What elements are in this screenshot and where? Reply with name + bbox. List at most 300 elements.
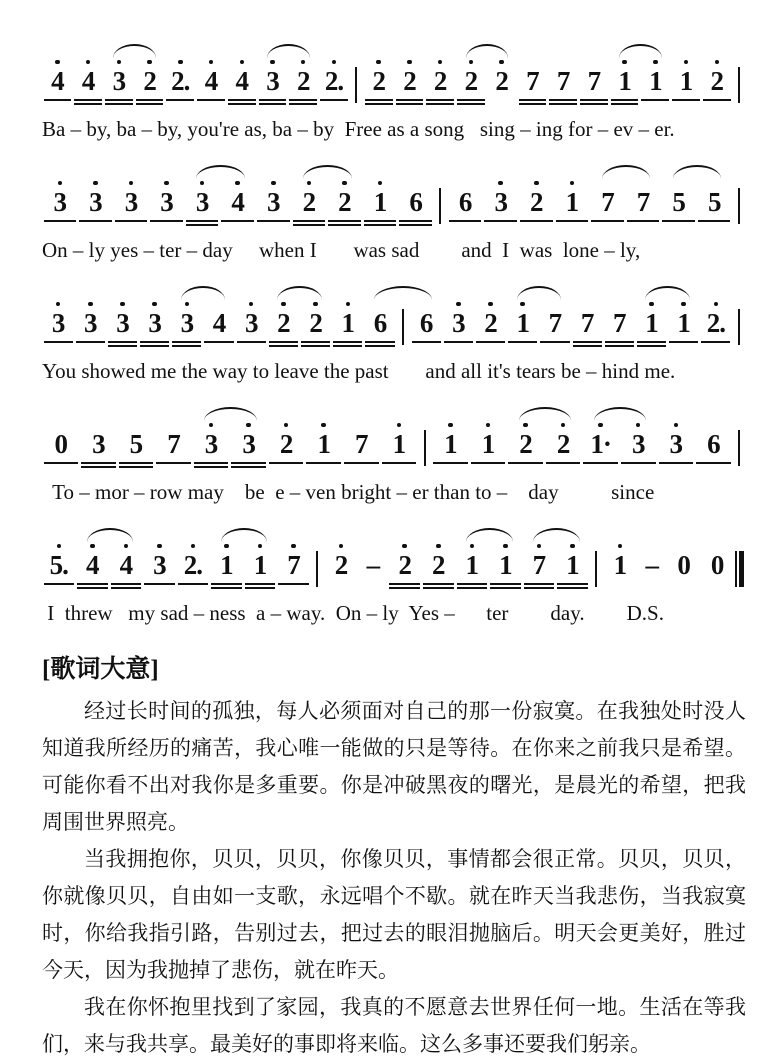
note-number: 3 — [153, 550, 166, 580]
note — [257, 57, 288, 110]
beam-line — [580, 103, 608, 105]
underlines — [306, 459, 341, 473]
barline-mark — [355, 67, 357, 103]
beam-line — [105, 99, 133, 101]
underlines — [178, 580, 209, 594]
octave-dot — [129, 178, 134, 187]
beam-line — [621, 462, 656, 464]
beam-line — [140, 341, 169, 343]
beam-line — [166, 99, 194, 101]
underlines — [484, 217, 517, 231]
underlines — [583, 459, 618, 473]
beam-line — [44, 99, 72, 101]
note-number: 1 — [566, 550, 579, 580]
beam-line — [637, 345, 666, 347]
note-number: – — [645, 550, 659, 580]
note-number: 7 — [601, 187, 614, 217]
beam-line — [389, 587, 420, 589]
octave-dot — [684, 57, 689, 66]
underlines — [524, 580, 555, 594]
underlines — [433, 459, 468, 473]
octave-dot — [157, 541, 162, 550]
beam-line — [172, 345, 201, 347]
beam-line — [396, 103, 424, 105]
note-number: 4 — [231, 187, 244, 217]
beam-line — [426, 103, 454, 105]
underlines — [591, 217, 624, 231]
beam-line — [519, 103, 547, 105]
octave-dot — [90, 541, 95, 550]
note-number: 4 — [204, 66, 218, 96]
note-number: 3 — [669, 429, 683, 459]
underlines — [557, 580, 588, 594]
beam-line — [591, 220, 624, 222]
note — [117, 420, 155, 473]
note — [267, 420, 305, 473]
octave-dot — [456, 299, 461, 308]
octave-dot-mark — [209, 423, 214, 428]
octave-dot-mark — [503, 544, 508, 549]
note — [184, 178, 220, 231]
octave-dot-mark — [534, 181, 539, 186]
lyrics-line: I threw my sad – ness a – way. On – ly Yes – ter day. D.S. — [42, 601, 664, 625]
note — [635, 299, 667, 352]
note — [220, 178, 256, 231]
note-number: 3 — [242, 429, 255, 459]
note-number: 2 — [495, 66, 508, 96]
lyrics-line: To – mor – row may be e – ven bright – er than to – day since — [42, 480, 655, 504]
octave-dot-mark — [436, 544, 441, 549]
octave-dot-mark — [498, 181, 503, 186]
note-number: 7 — [613, 308, 626, 338]
note-number: 0 — [710, 550, 724, 580]
octave-dot — [714, 299, 719, 308]
beam-line — [197, 99, 225, 101]
octave-dot-mark — [653, 60, 658, 65]
note-number: 2 — [372, 66, 385, 96]
note — [327, 178, 363, 231]
note-number: 4 — [235, 66, 249, 96]
underlines — [269, 459, 304, 473]
slur-arc — [303, 165, 353, 179]
beam-line — [301, 345, 330, 347]
beam-line — [333, 345, 362, 347]
note — [42, 178, 78, 231]
underlines — [333, 338, 362, 352]
note-number: 4 — [119, 550, 133, 580]
octave-dot-mark — [270, 60, 275, 65]
beam-line — [524, 587, 555, 589]
slur-arc — [519, 407, 570, 421]
barline-mark — [316, 551, 318, 587]
note — [507, 420, 545, 473]
beam-line — [549, 99, 577, 101]
note-number: 3 — [180, 308, 194, 338]
underlines — [701, 338, 730, 352]
octave-dot — [301, 57, 306, 66]
note-number: 2 — [143, 66, 156, 96]
paragraph-3: 我在你怀抱里找到了家园，我真的不愿意去世界任何一地。生活在等我们，来与我共享。最美好的事即将来临。这么多事还要我们躬亲。 — [42, 995, 746, 1056]
note — [291, 178, 327, 231]
beam-line — [662, 220, 695, 222]
octave-dot — [448, 420, 453, 429]
note — [544, 420, 582, 473]
underlines — [278, 580, 309, 594]
beam-line — [194, 462, 229, 464]
note — [42, 299, 74, 352]
octave-dot — [346, 299, 351, 308]
beam-line — [426, 99, 454, 101]
underlines — [269, 338, 298, 352]
note — [113, 178, 149, 231]
octave-dot-mark — [307, 181, 312, 186]
octave-dot-mark — [469, 60, 474, 65]
beam-line — [546, 462, 581, 464]
beam-line — [111, 587, 142, 589]
octave-dot — [561, 420, 566, 429]
octave-dot-mark — [86, 60, 91, 65]
octave-dot — [407, 57, 412, 66]
octave-dot — [332, 57, 337, 66]
underlines — [257, 217, 290, 231]
note-number: 2. — [171, 66, 190, 96]
beam-line — [333, 341, 362, 343]
beam-line — [231, 466, 266, 468]
underlines — [382, 459, 417, 473]
beam-line — [245, 587, 276, 589]
underlines — [77, 580, 108, 594]
barline — [349, 57, 363, 103]
octave-dot-mark — [147, 60, 152, 65]
underlines — [488, 96, 516, 110]
beam-line — [573, 345, 602, 347]
beam-line — [231, 462, 266, 464]
note-number: 2. — [706, 308, 725, 338]
slur-arc — [645, 286, 690, 300]
beam-line — [194, 466, 229, 468]
beam-line — [365, 345, 394, 347]
note-number: 2 — [432, 550, 445, 580]
note — [556, 541, 590, 594]
octave-dot-mark — [339, 544, 344, 549]
note — [388, 541, 422, 594]
octave-dot-mark — [681, 302, 686, 307]
beam-line — [269, 345, 298, 347]
slur-arc — [196, 165, 246, 179]
octave-dot — [209, 57, 214, 66]
note-number: 1 — [341, 308, 355, 338]
octave-dot-mark — [523, 423, 528, 428]
note-number: 7 — [587, 66, 601, 96]
octave-dot — [570, 178, 575, 187]
octave-dot-mark — [488, 302, 493, 307]
barline — [433, 178, 447, 224]
rest — [700, 541, 734, 594]
beam-line — [508, 341, 537, 343]
underlines — [293, 217, 326, 231]
underlines — [556, 217, 589, 231]
note-number: 2 — [302, 187, 316, 217]
note-number: 1 — [444, 429, 457, 459]
beam-line — [508, 462, 543, 464]
note — [362, 178, 398, 231]
underlines — [320, 96, 348, 110]
section-title: [歌词大意] — [42, 656, 159, 683]
beam-line — [245, 583, 276, 585]
octave-dot-mark — [342, 181, 347, 186]
beam-line — [540, 341, 569, 343]
octave-dot — [56, 299, 61, 308]
note — [425, 57, 456, 110]
octave-dot — [209, 420, 214, 429]
beam-line — [449, 220, 482, 222]
note — [380, 420, 418, 473]
beam-line — [108, 341, 137, 343]
octave-dot — [488, 299, 493, 308]
note — [455, 541, 489, 594]
note — [196, 57, 227, 110]
note-number: 2. — [183, 550, 203, 580]
note — [76, 541, 110, 594]
note-number: 1· — [590, 429, 611, 459]
octave-dot-mark — [246, 423, 251, 428]
note — [203, 299, 235, 352]
octave-dot — [378, 178, 383, 187]
note-number: 3 — [53, 187, 67, 217]
note-number: 6 — [458, 187, 472, 217]
note-number: 4 — [86, 550, 99, 580]
beam-line — [637, 341, 666, 343]
beam-line — [44, 583, 75, 585]
octave-dot — [124, 541, 129, 550]
note — [155, 420, 193, 473]
underlines — [457, 96, 485, 110]
octave-dot-mark — [407, 60, 412, 65]
beam-line — [490, 587, 521, 589]
note — [571, 299, 603, 352]
beam-line — [490, 583, 521, 585]
underlines — [573, 338, 602, 352]
underlines — [426, 96, 454, 110]
note-number: 2 — [519, 429, 532, 459]
note — [300, 299, 332, 352]
note — [288, 57, 319, 110]
note-number: 3 — [124, 187, 138, 217]
beam-line — [557, 583, 588, 585]
octave-dot — [622, 57, 627, 66]
underlines — [301, 338, 330, 352]
note-number: 3 — [204, 429, 218, 459]
note — [267, 299, 299, 352]
note — [700, 299, 732, 352]
barline-mark — [738, 67, 740, 103]
beam-line — [573, 341, 602, 343]
beam-line — [77, 583, 108, 585]
octave-dot-mark — [714, 302, 719, 307]
note-number: 7 — [167, 429, 180, 459]
beam-line — [186, 220, 219, 222]
note-number: 2 — [398, 550, 411, 580]
note-number: 7 — [548, 308, 562, 338]
note-number: 3 — [195, 187, 209, 217]
octave-dot-mark — [499, 60, 504, 65]
underlines — [44, 580, 75, 594]
beam-line — [301, 341, 330, 343]
octave-dot — [271, 178, 276, 187]
beam-line — [105, 103, 133, 105]
octave-dot-mark — [124, 544, 129, 549]
beam-line — [611, 99, 639, 101]
note-number: 7 — [526, 66, 539, 96]
underlines — [365, 96, 393, 110]
octave-dot — [281, 299, 286, 308]
note — [42, 57, 73, 110]
underlines — [703, 96, 731, 110]
note — [103, 57, 134, 110]
beam-line — [471, 462, 506, 464]
note — [143, 541, 177, 594]
beam-line — [115, 220, 148, 222]
beam-line — [659, 462, 694, 464]
beam-line — [328, 224, 361, 226]
octave-dot-mark — [200, 181, 205, 186]
slur-arc — [533, 528, 580, 542]
note-number: 2 — [296, 66, 310, 96]
beam-line — [178, 583, 209, 585]
note-number: 4 — [212, 308, 226, 338]
note-number: 2 — [309, 308, 322, 338]
octave-dot — [86, 57, 91, 66]
system-4 — [42, 407, 746, 505]
beam-line — [382, 462, 417, 464]
underlines — [546, 459, 581, 473]
beam-line — [605, 345, 634, 347]
note — [78, 178, 114, 231]
beam-line — [257, 220, 290, 222]
system-5 — [42, 528, 746, 626]
barline-mark — [439, 188, 441, 224]
note-number: 1 — [679, 66, 693, 96]
barline-mark — [738, 309, 740, 345]
note-number: 3 — [267, 187, 280, 217]
octave-dot — [58, 178, 63, 187]
note — [398, 178, 434, 231]
beam-line — [293, 220, 326, 222]
note-number: 2 — [277, 308, 290, 338]
slur-arc — [181, 286, 225, 300]
underlines — [44, 338, 73, 352]
beam-line — [669, 341, 698, 343]
octave-dot-mark — [249, 302, 254, 307]
barline — [418, 420, 432, 466]
note — [539, 299, 571, 352]
note — [548, 57, 579, 110]
beam-line — [79, 220, 112, 222]
beam-line — [396, 99, 424, 101]
octave-dot-mark — [185, 302, 190, 307]
notes-row — [42, 407, 746, 473]
underlines — [186, 217, 219, 231]
underlines — [659, 459, 694, 473]
beam-line — [641, 99, 669, 101]
beam-line — [701, 341, 730, 343]
octave-dot-mark — [281, 302, 286, 307]
note — [226, 57, 257, 110]
slur-arc — [619, 44, 662, 58]
beam-line — [269, 341, 298, 343]
note-number: 4 — [51, 66, 64, 96]
notes-row — [42, 165, 746, 231]
beam-line — [423, 587, 454, 589]
underlines — [457, 580, 488, 594]
underlines — [115, 217, 148, 231]
octave-dot — [598, 420, 603, 429]
underlines — [668, 580, 699, 594]
note-number: 3 — [160, 187, 173, 217]
barline — [732, 420, 746, 466]
beam-line — [549, 103, 577, 105]
beam-line — [457, 587, 488, 589]
underlines — [662, 217, 695, 231]
underlines — [108, 338, 137, 352]
octave-dot — [57, 541, 62, 550]
beam-line — [557, 587, 588, 589]
octave-dot-mark — [649, 302, 654, 307]
octave-dot — [649, 299, 654, 308]
beam-line — [156, 462, 191, 464]
beam-line — [520, 220, 553, 222]
note-number: 3 — [631, 429, 645, 459]
octave-dot — [618, 541, 623, 550]
octave-dot — [402, 541, 407, 550]
note — [447, 178, 483, 231]
note — [696, 178, 732, 231]
note-number: 3 — [148, 308, 161, 338]
octave-dot-mark — [117, 60, 122, 65]
octave-dot — [291, 541, 296, 550]
octave-dot-mark — [520, 302, 525, 307]
note-number: 1 — [253, 550, 267, 580]
octave-dot — [93, 178, 98, 187]
beam-line — [172, 341, 201, 343]
underlines — [412, 338, 441, 352]
note — [590, 178, 626, 231]
beam-line — [221, 220, 254, 222]
beam-line — [423, 583, 454, 585]
beam-line — [703, 99, 731, 101]
note-number: – — [366, 550, 380, 580]
octave-dot — [715, 57, 720, 66]
note-number: 1 — [220, 550, 233, 580]
note-number: 3 — [84, 308, 97, 338]
note — [230, 420, 268, 473]
note — [343, 420, 381, 473]
beam-line — [583, 462, 618, 464]
underlines — [520, 217, 553, 231]
barline-mark — [402, 309, 404, 345]
note — [255, 178, 291, 231]
beam-line — [111, 583, 142, 585]
octave-dot-mark — [448, 423, 453, 428]
octave-dot — [307, 178, 312, 187]
underlines — [156, 459, 191, 473]
octave-dot-mark — [129, 181, 134, 186]
note-number: 6 — [373, 308, 387, 338]
beam-line — [44, 462, 79, 464]
beam-line — [77, 587, 108, 589]
note — [603, 541, 637, 594]
beam-line — [74, 99, 102, 101]
